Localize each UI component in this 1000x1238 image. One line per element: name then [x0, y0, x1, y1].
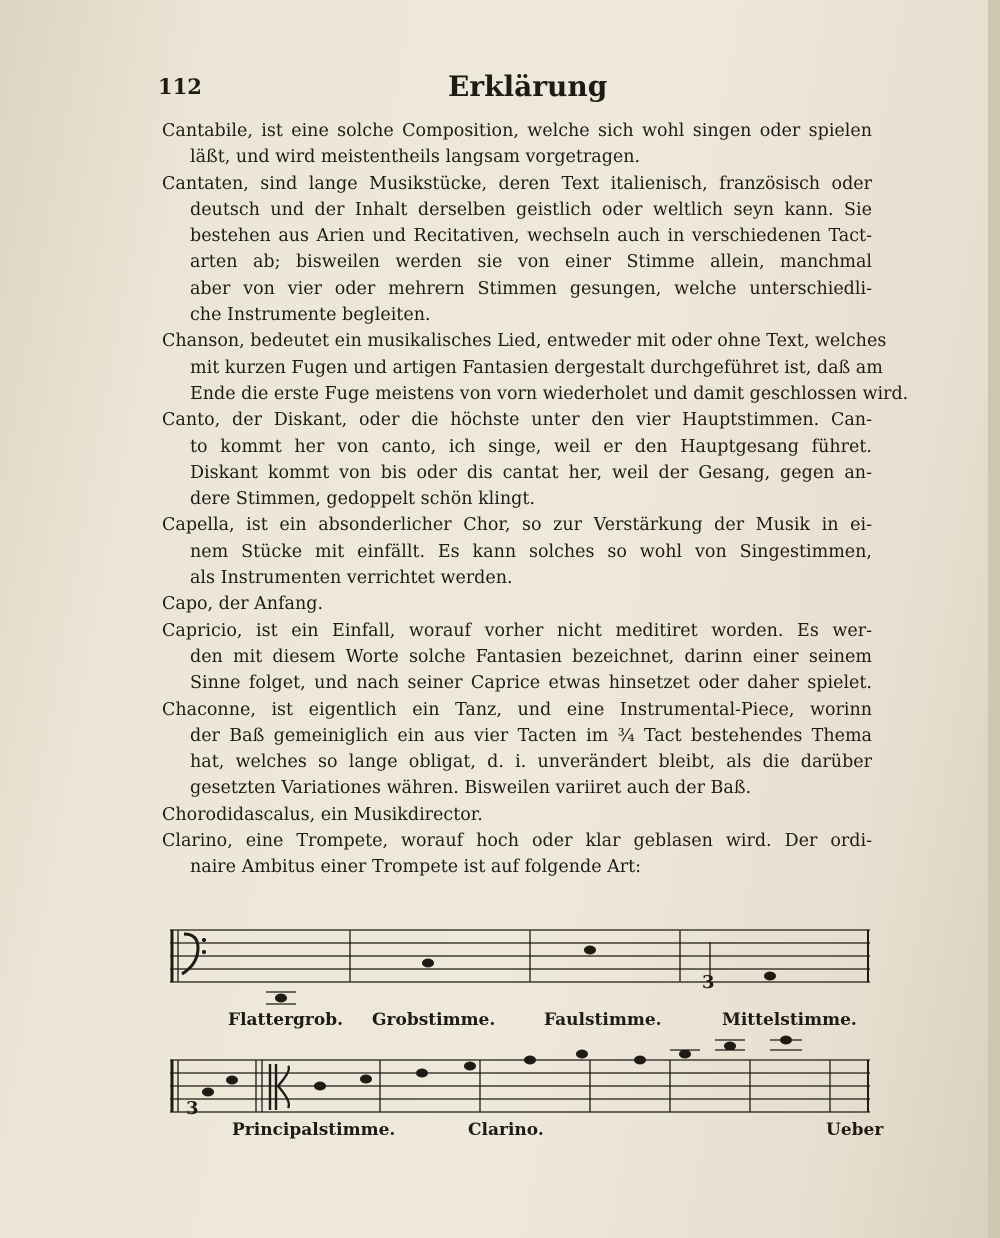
note-clarino-7: [634, 1056, 646, 1065]
label-grobstimme: Grobstimme.: [372, 1010, 496, 1030]
entry-line: Capella, ist ein absonderlicher Chor, so zur Verstärkung der Musik in ei-: [162, 515, 872, 536]
entry-clarino: [162, 828, 872, 881]
entry-canto: [162, 407, 872, 512]
entry-line: der Baß gemeiniglich ein aus vier Tacten im ¾ Tact bestehendes Thema: [190, 725, 872, 746]
note-grobstimme: [422, 959, 434, 968]
note-clarino-3: [416, 1069, 428, 1078]
note-faulstimme: [584, 946, 596, 955]
entry-line: Capricio, ist ein Einfall, worauf vorher nicht meditiret worden. Es wer-: [162, 620, 872, 641]
label-clarino: Clarino.: [468, 1120, 544, 1140]
note-principal-1: [202, 1088, 214, 1097]
entry-line: als Instrumenten verrichtet werden.: [190, 568, 513, 589]
note-mittelstimme: [764, 972, 776, 981]
note-clarino-5: [524, 1056, 536, 1065]
entry-line: Cantaten, sind lange Musikstücke, deren Text italienisch, französisch oder: [162, 173, 872, 194]
staff-numeral: 3: [702, 972, 715, 993]
entry-chanson: [162, 328, 909, 407]
entry-line: che Instrumente begleiten.: [190, 305, 431, 326]
bass-clef-icon: [182, 934, 198, 974]
entry-line: Clarino, eine Trompete, worauf hoch oder klar geblasen wird. Der ordi-: [162, 831, 872, 852]
entry-line: Chanson, bedeutet ein musikalisches Lied, entweder mit oder ohne Text, welches: [162, 331, 887, 352]
entry-line: Ende die erste Fuge meistens von vorn wiederholet und damit geschlossen wird.: [190, 383, 909, 404]
entry-chaconne: [162, 697, 872, 802]
staff-numeral: 3: [186, 1098, 199, 1119]
page-number: 112: [158, 74, 202, 99]
entry-line: hat, welches so lange obligat, d. i. unverändert bleibt, als die darüber: [190, 752, 872, 773]
entry-line: den mit diesem Worte solche Fantasien bezeichnet, darinn einer seinem: [190, 646, 872, 667]
entry-capo: [162, 591, 872, 617]
entry-cantaten: [162, 171, 872, 329]
entry-line: Diskant kommt von bis oder dis cantat her, weil der Gesang, gegen an-: [190, 462, 872, 483]
entry-line: Capo, der Anfang.: [162, 594, 324, 615]
entry-line: Sinne folget, und nach seiner Caprice etwas hinsetzet oder daher spielet.: [190, 673, 872, 694]
music-staff-lower: [170, 1030, 870, 1120]
note-principal-2: [226, 1076, 238, 1085]
entry-line: Chorodidascalus, ein Musikdirector.: [162, 804, 483, 825]
entry-line: Chaconne, ist eigentlich ein Tanz, und eine Instrumental-Piece, worinn: [162, 699, 872, 720]
label-flattergrob: Flattergrob.: [228, 1010, 344, 1030]
note-flattergrob: [275, 994, 287, 1003]
entry-line: Canto, der Diskant, oder die höchste unter den vier Hauptstimmen. Can-: [162, 410, 872, 431]
note-clarino-6: [576, 1050, 588, 1059]
note-clarino-1: [314, 1082, 326, 1091]
page-header: [158, 70, 878, 110]
page-edge: [988, 0, 1000, 1238]
entry-line: deutsch und der Inhalt derselben geistlich oder weltlich seyn kann. Sie: [190, 199, 872, 220]
entry-line: bestehen aus Arien und Recitativen, wechseln auch in verschiedenen Tact-: [190, 226, 872, 247]
label-mittelstimme: Mittelstimme.: [722, 1010, 857, 1030]
entry-line: Cantabile, ist eine solche Composition, welche sich wohl singen oder spielen: [162, 121, 872, 141]
c-clef-icon: [270, 1064, 289, 1110]
note-clarino-4: [464, 1062, 476, 1071]
entry-line: dere Stimmen, gedoppelt schön klingt.: [190, 489, 535, 510]
note-clarino-8: [679, 1050, 691, 1059]
entry-cantabile: [162, 118, 872, 171]
note-clarino-9: [724, 1042, 736, 1051]
catchword: Ueber: [826, 1120, 884, 1140]
running-head: Erklärung: [448, 70, 608, 103]
entry-line: to kommt her von canto, ich singe, weil er den Hauptgesang führet.: [190, 436, 872, 457]
entry-line: arten ab; bisweilen werden sie von einer Stimme allein, manchmal: [190, 252, 872, 273]
entry-chorodidascalus: [162, 802, 872, 828]
entry-line: läßt, und wird meistentheils langsam vorgetragen.: [190, 147, 641, 168]
label-principalstimme: Principalstimme.: [232, 1120, 396, 1140]
music-staff-upper: [170, 920, 870, 1010]
entry-line: naire Ambitus einer Trompete ist auf folgende Art:: [190, 857, 642, 878]
note-clarino-10: [780, 1036, 792, 1045]
glossary-entries: [162, 118, 909, 881]
entry-line: aber von vier oder mehrern Stimmen gesungen, welche unterschiedli-: [190, 278, 872, 299]
entry-capella: [162, 512, 872, 591]
label-faulstimme: Faulstimme.: [544, 1010, 662, 1030]
entry-capricio: [162, 618, 872, 697]
note-clarino-2: [360, 1075, 372, 1084]
entry-line: mit kurzen Fugen und artigen Fantasien dergestalt durchgeführet ist, daß am: [190, 357, 883, 378]
entry-line: gesetzten Variationes währen. Bisweilen variiret auch der Baß.: [190, 778, 752, 799]
entry-line: nem Stücke mit einfällt. Es kann solches so wohl von Singestimmen,: [190, 541, 872, 562]
